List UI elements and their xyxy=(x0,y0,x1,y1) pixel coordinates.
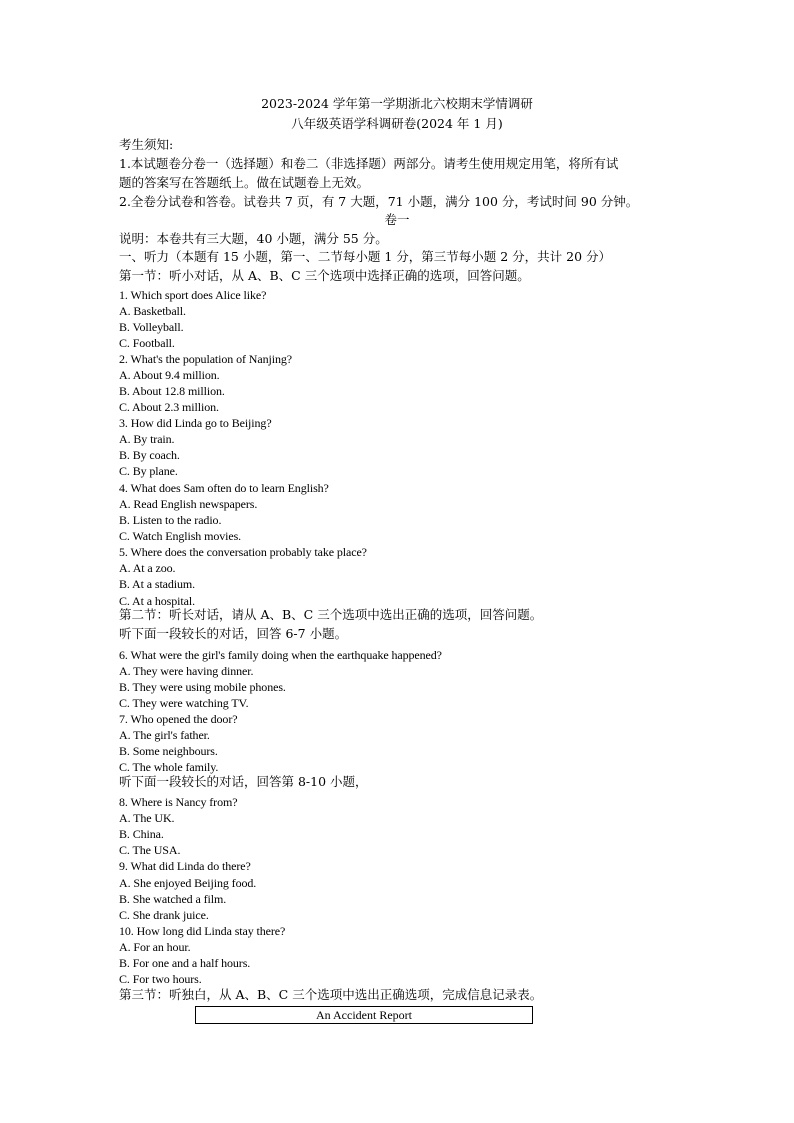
exam-subtitle: 八年级英语学科调研卷(2024 年 1 月) xyxy=(291,116,503,131)
volume-explain: 说明：本卷共有三大题，40 小题，满分 55 分。 xyxy=(119,231,388,246)
q2-option-c: C. About 2.3 million. xyxy=(119,400,219,414)
q7-option-b: B. Some neighbours. xyxy=(119,744,218,758)
q10-option-c: C. For two hours. xyxy=(119,972,202,986)
q3-option-c: C. By plane. xyxy=(119,464,178,478)
part1-heading: 一、听力（本题有 15 小题，第一、二节每小题 1 分，第三节每小题 2 分，共计 20 分） xyxy=(119,249,612,264)
q6-option-c: C. They were watching TV. xyxy=(119,696,249,710)
notice-item-2: 2.全卷分试卷和答卷。试卷共 7 页，有 7 大题，71 小题，满分 100 分，考试时间 90 分钟。 xyxy=(119,194,639,209)
question-7: 7. Who opened the door? xyxy=(119,712,238,726)
q3-option-a: A. By train. xyxy=(119,432,175,446)
q9-option-a: A. She enjoyed Beijing food. xyxy=(119,876,257,890)
notice-item-1a: 1.本试题卷分卷一（选择题）和卷二（非选择题）两部分。请考生使用规定用笔，将所有试 xyxy=(119,156,619,171)
q6-option-b: B. They were using mobile phones. xyxy=(119,680,286,694)
volume-title: 卷一 xyxy=(384,212,410,227)
question-10: 10. How long did Linda stay there? xyxy=(119,924,286,938)
section3-instruction: 第三节：听独白，从 A、B、C 三个选项中选出正确选项，完成信息记录表。 xyxy=(119,987,543,1002)
q4-option-a: A. Read English newspapers. xyxy=(119,497,258,511)
q1-option-a: A. Basketball. xyxy=(119,304,186,318)
q4-option-c: C. Watch English movies. xyxy=(119,529,242,543)
q7-option-c: C. The whole family. xyxy=(119,760,219,774)
section2-instruction: 第二节：听长对话，请从 A、B、C 三个选项中选出正确的选项，回答问题。 xyxy=(119,607,543,622)
question-2: 2. What's the population of Nanjing? xyxy=(119,352,292,366)
question-1: 1. Which sport does Alice like? xyxy=(119,288,267,302)
accident-report-table-title: An Accident Report xyxy=(195,1006,533,1024)
exam-title: 2023-2024 学年第一学期浙北六校期末学情调研 xyxy=(261,96,533,111)
q8-option-b: B. China. xyxy=(119,827,164,841)
q5-option-c: C. At a hospital. xyxy=(119,594,195,608)
q3-option-b: B. By coach. xyxy=(119,448,180,462)
q1-option-c: C. Football. xyxy=(119,336,175,350)
section1-instruction: 第一节：听小对话，从 A、B、C 三个选项中选择正确的选项，回答问题。 xyxy=(119,268,530,283)
q10-option-b: B. For one and a half hours. xyxy=(119,956,251,970)
q5-option-b: B. At a stadium. xyxy=(119,577,196,591)
question-4: 4. What does Sam often do to learn English? xyxy=(119,481,329,495)
notice-item-1b: 题的答案写在答题纸上。做在试题卷上无效。 xyxy=(119,175,370,190)
question-9: 9. What did Linda do there? xyxy=(119,859,251,873)
instruction-6-7: 听下面一段较长的对话，回答 6-7 小题。 xyxy=(119,626,348,641)
q9-option-c: C. She drank juice. xyxy=(119,908,209,922)
question-3: 3. How did Linda go to Beijing? xyxy=(119,416,272,430)
q8-option-a: A. The UK. xyxy=(119,811,175,825)
q6-option-a: A. They were having dinner. xyxy=(119,664,254,678)
q1-option-b: B. Volleyball. xyxy=(119,320,184,334)
instruction-8-10: 听下面一段较长的对话，回答第 8-10 小题， xyxy=(119,774,368,789)
q4-option-b: B. Listen to the radio. xyxy=(119,513,222,527)
question-5: 5. Where does the conversation probably take place? xyxy=(119,545,367,559)
q9-option-b: B. She watched a film. xyxy=(119,892,227,906)
notice-heading: 考生须知: xyxy=(119,137,174,152)
q2-option-a: A. About 9.4 million. xyxy=(119,368,220,382)
q8-option-c: C. The USA. xyxy=(119,843,181,857)
question-6: 6. What were the girl's family doing when the earthquake happened? xyxy=(119,648,442,662)
q7-option-a: A. The girl's father. xyxy=(119,728,210,742)
q10-option-a: A. For an hour. xyxy=(119,940,191,954)
question-8: 8. Where is Nancy from? xyxy=(119,795,238,809)
q5-option-a: A. At a zoo. xyxy=(119,561,176,575)
q2-option-b: B. About 12.8 million. xyxy=(119,384,225,398)
